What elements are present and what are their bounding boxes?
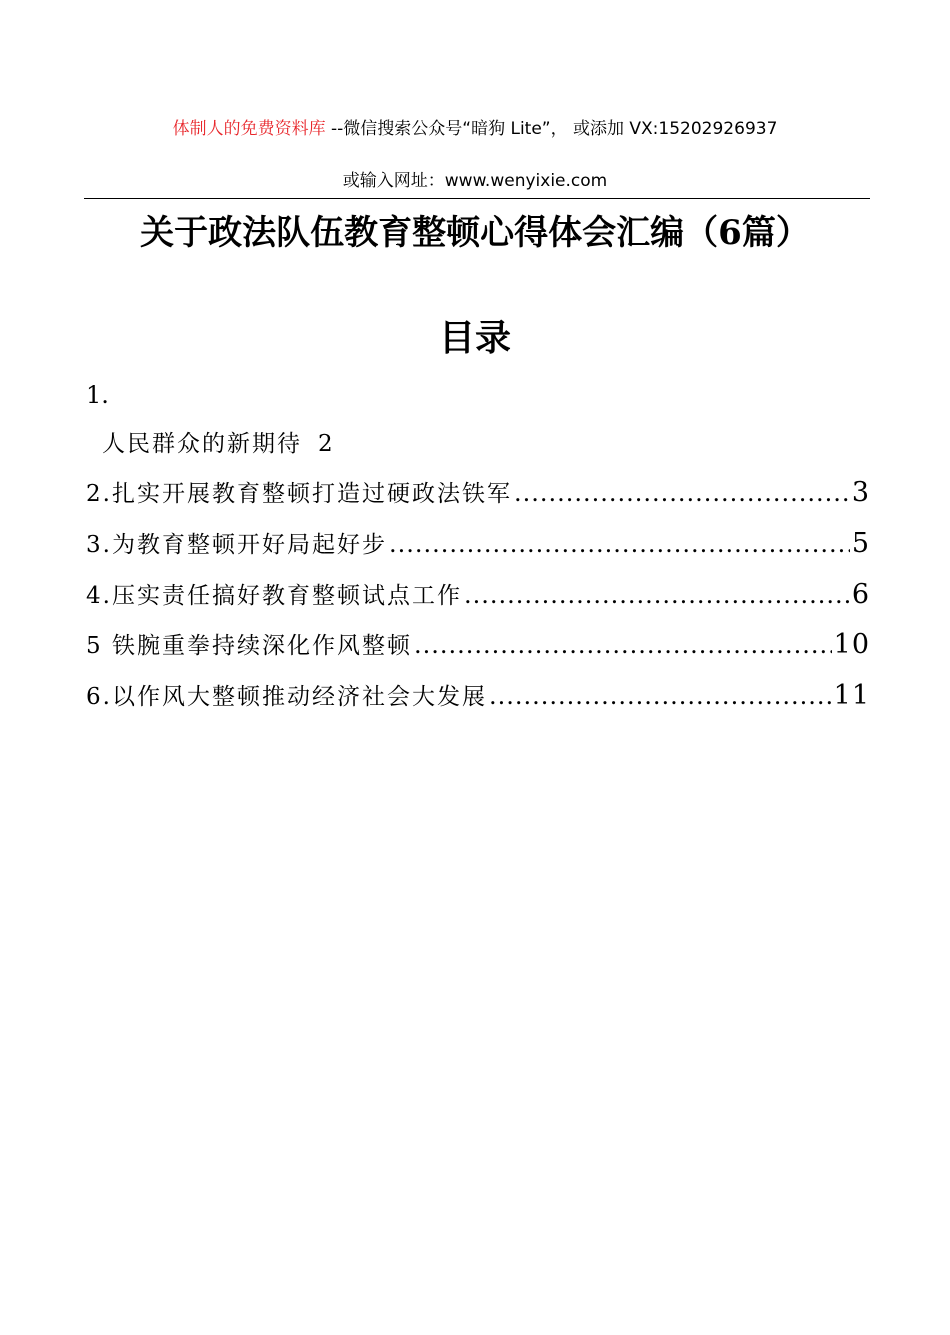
toc-leader-dots bbox=[489, 679, 832, 713]
toc-entry-page: 11 bbox=[833, 680, 870, 711]
toc-entry-3[interactable] bbox=[86, 527, 870, 562]
toc-leader-dots bbox=[414, 628, 832, 662]
toc-entry-page: 10 bbox=[833, 629, 870, 660]
toc-entry-label: 4.压实责任搞好教育整顿试点工作 bbox=[86, 583, 462, 609]
toc-entry-label: 6.以作风大整顿推动经济社会大发展 bbox=[86, 684, 487, 710]
toc-leader-dots bbox=[514, 476, 850, 510]
header-promo-line bbox=[0, 117, 950, 141]
header-website: 或输入网址：www.wenyixie.com bbox=[342, 171, 608, 191]
toc-entry-page: 3 bbox=[851, 477, 870, 508]
header-contact-info: --微信搜索公众号“暗狗 Lite”， 或添加 VX:15202926937 bbox=[325, 119, 778, 139]
toc-entry-2[interactable] bbox=[86, 476, 870, 511]
toc-entry-4[interactable] bbox=[86, 578, 870, 613]
toc-entry-6[interactable] bbox=[86, 679, 870, 714]
toc-leader-dots bbox=[464, 578, 850, 612]
toc-entry-label: 2.扎实开展教育整顿打造过硬政法铁军 bbox=[86, 481, 512, 507]
toc-leader-dots bbox=[389, 527, 850, 561]
toc-entry-1-number: 1. bbox=[86, 381, 109, 409]
toc-entry-1-label: 人民群众的新期待 bbox=[102, 431, 302, 457]
toc-entry-label: 3.为教育整顿开好局起好步 bbox=[86, 532, 387, 558]
toc-heading: 目录 bbox=[438, 317, 511, 359]
toc-entry-page: 6 bbox=[851, 579, 870, 610]
toc-entry-5[interactable] bbox=[86, 628, 870, 663]
toc-entry-label: 5 铁腕重拳持续深化作风整顿 bbox=[86, 633, 412, 659]
header-divider bbox=[84, 198, 870, 199]
toc-entry-page: 5 bbox=[851, 528, 870, 559]
header-brand: 体制人的免费资料库 bbox=[172, 119, 326, 139]
toc-entry-1[interactable] bbox=[102, 428, 335, 460]
toc-entry-1-page: 2 bbox=[318, 431, 335, 457]
document-title: 关于政法队伍教育整顿心得体会汇编（6篇） bbox=[140, 213, 810, 253]
